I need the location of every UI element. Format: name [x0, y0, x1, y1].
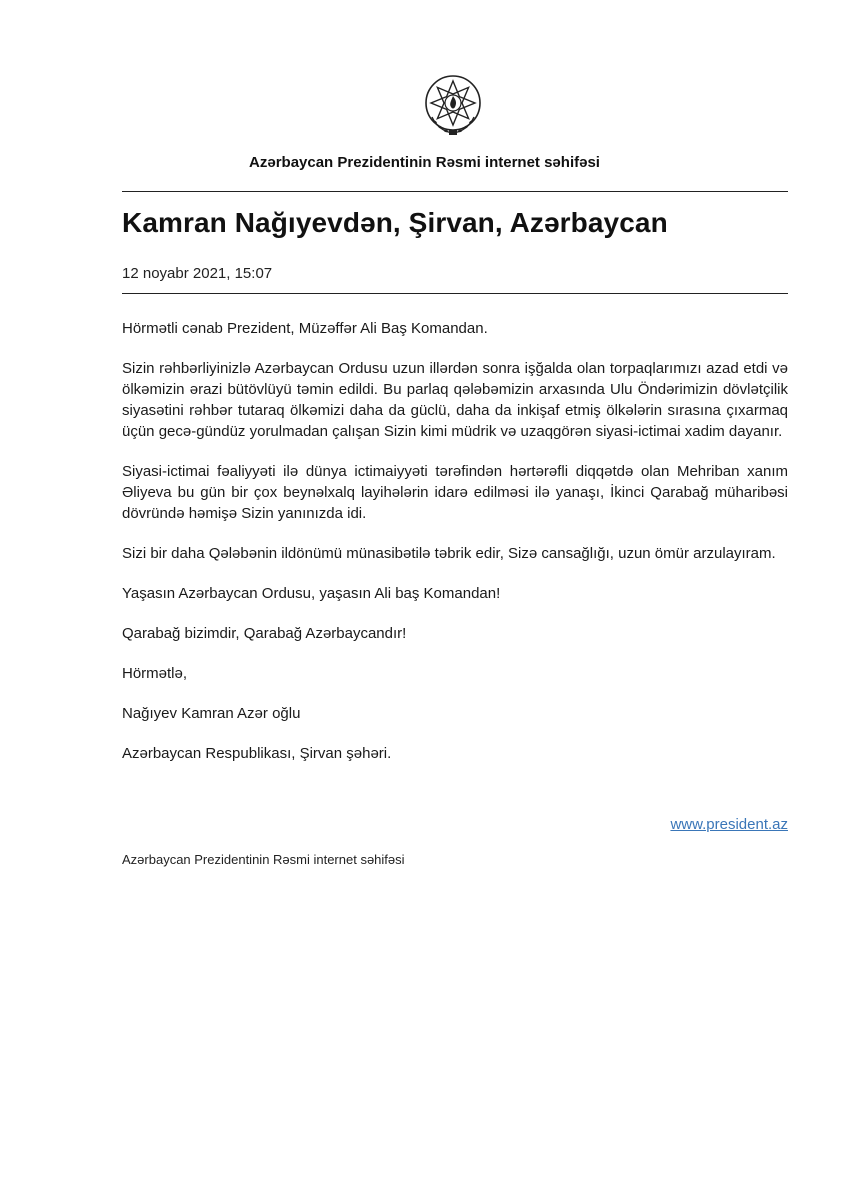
article-body	[122, 318, 788, 783]
site-title: Azərbaycan Prezidentinin Rəsmi internet səhifəsi	[249, 154, 600, 171]
closing-paragraph: Hörmətlə,	[122, 665, 188, 682]
body-paragraph: Siyasi-ictimai fəaliyyəti ilə dünya ictimaiyyəti tərəfindən hərtərəfli diqqətdə olan Mehriban xanım Əliyeva bu gün bir çox beynəlxalq layihələrin idarə edilməsi ilə yanaşı, İkinci Qarabağ müharibəsi dövründə həmişə Sizin yanınızda idi.	[122, 463, 788, 522]
article-title: Kamran Nağıyevdən, Şirvan, Azərbaycan	[122, 207, 668, 238]
body-paragraph: Sizi bir daha Qələbənin ildönümü münasibətilə təbrik edir, Sizə cansağlığı, uzun ömür arzulayıram.	[122, 545, 776, 562]
page-footer: Azərbaycan Prezidentinin Rəsmi internet səhifəsi	[122, 852, 405, 867]
signature-name: Nağıyev Kamran Azər oğlu	[122, 705, 301, 722]
signature-location: Azərbaycan Respublikası, Şirvan şəhəri.	[122, 745, 392, 762]
body-paragraph: Sizin rəhbərliyinizlə Azərbaycan Ordusu uzun illərdən sonra işğalda olan torpaqlarımızı azad etdi və ölkəmizin ərazi bütövlüyü təmin edildi. Bu parlaq qələbəmizin arxasında Ulu Öndərimizin dövlətçilik siyasətini rəhbər tutaraq ölkəmizi daha da güclü, daha da inkişaf etmiş ölkələrin sırasına çıxarmaq üçün gecə-gündüz yorulmadan çalışan Sizin kimi müdrik və uzaqgörən siyasi-ictimai xadim dayanır.	[122, 360, 788, 440]
header-divider	[122, 191, 788, 192]
slogan-paragraph: Yaşasın Azərbaycan Ordusu, yaşasın Ali baş Komandan!	[122, 585, 501, 602]
slogan-paragraph: Qarabağ bizimdir, Qarabağ Azərbaycandır!	[122, 625, 407, 642]
article-date: 12 noyabr 2021, 15:07	[122, 265, 273, 282]
title-divider	[122, 293, 788, 294]
president-site-link[interactable]: www.president.az	[670, 816, 788, 833]
salutation-paragraph: Hörmətli cənab Prezident, Müzəffər Ali Baş Komandan.	[122, 320, 488, 337]
azerbaijan-emblem-icon	[422, 72, 484, 138]
